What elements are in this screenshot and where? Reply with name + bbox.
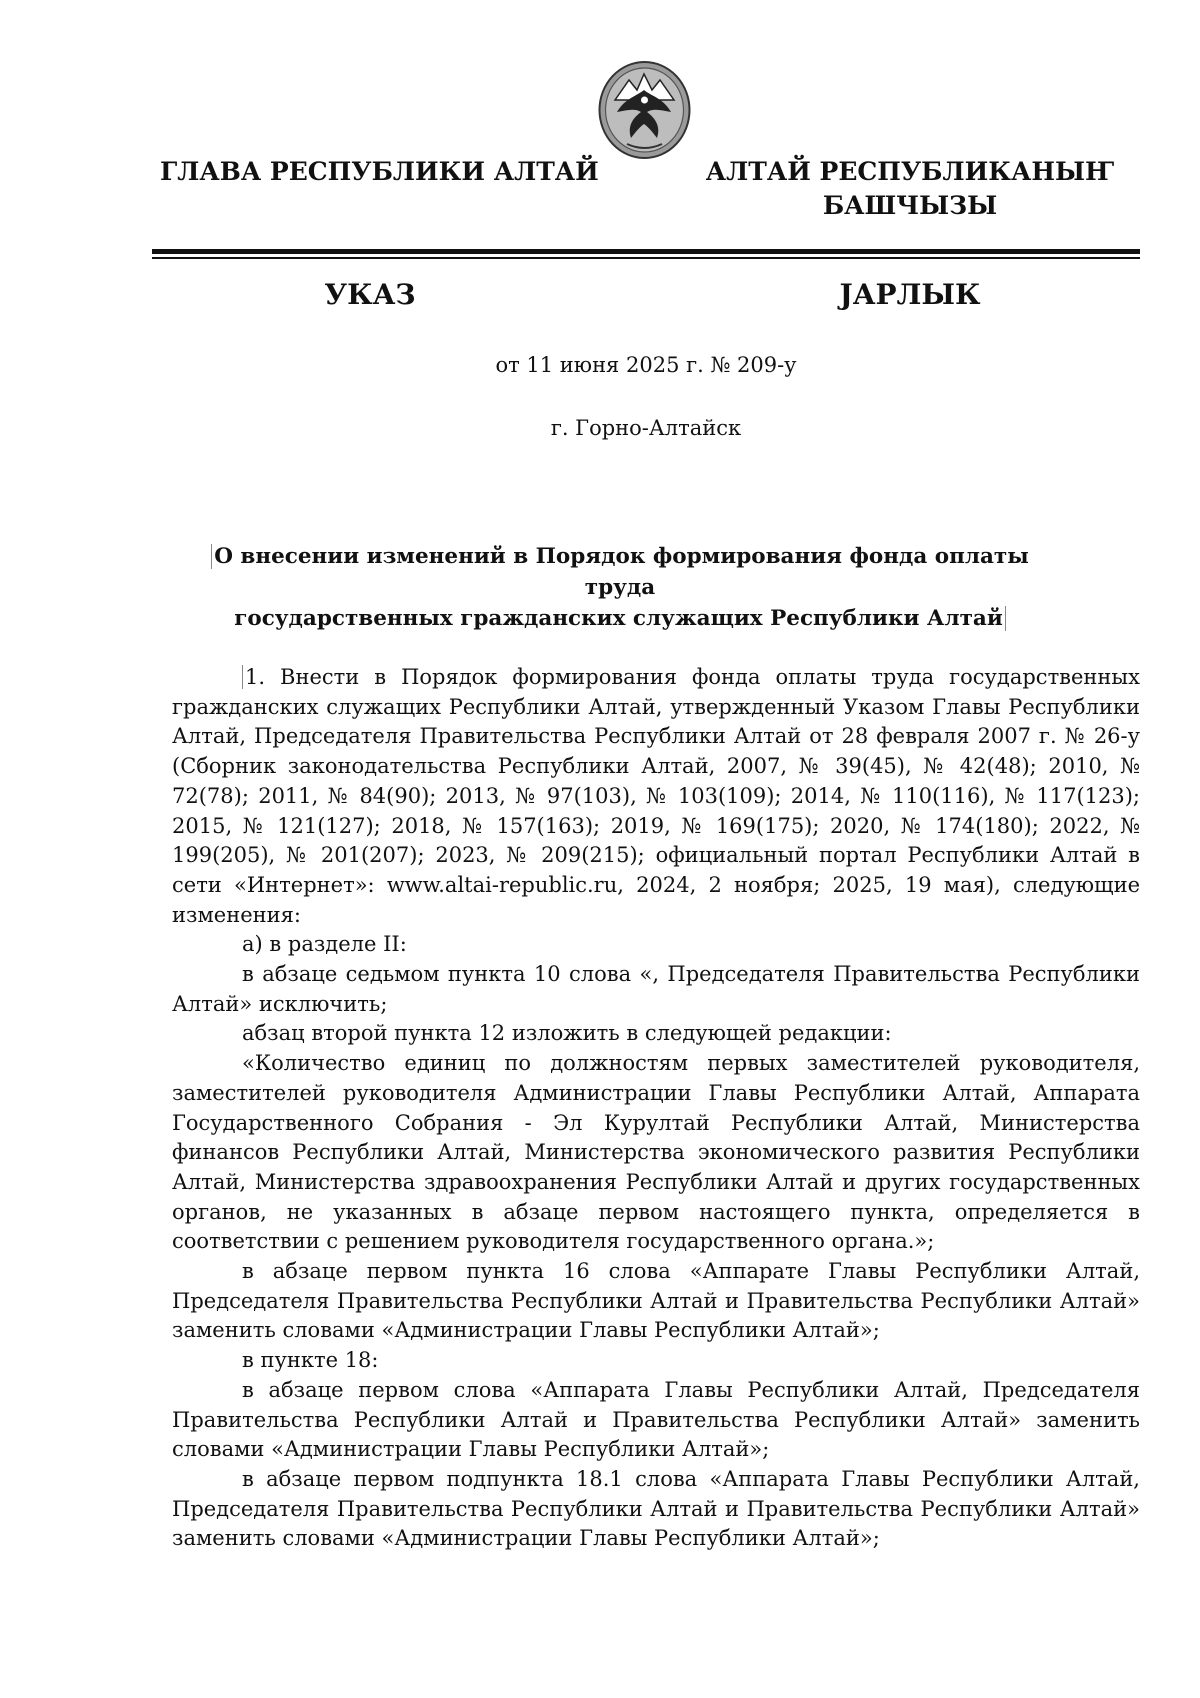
body-paragraph: в пункте 18:: [242, 1348, 379, 1373]
header-left-title: ГЛАВА РЕСПУБЛИКИ АЛТАЙ: [160, 157, 599, 186]
republic-emblem-icon: [597, 60, 692, 160]
header-divider-thick: [152, 249, 1140, 254]
body-paragraph-text: 1. Внести в Порядок формирования фонда оплаты труда государственных гражданских служащих Республики Алтай, утвержденный Указом Главы Республики Алтай, Председателя Правительства Республики Алтай от 28 февраля 2007 г. № 26-у (Сборник законодательства Республики Алтай, 2007, № 39(45), № 42(48); 2010, № 72(78); 2011, № 84(90); 2013, № 97(103), № 103(109); 2014, № 110(116), № 117(123); 2015, № 121(127); 2018, № 157(163); 2019, № 169(175); 2020, № 174(180); 2022, № 199(205), № 201(207); 2023, № 209(215); официальный портал Республики Алтай в сети «Интернет»: www.altai-republic.ru, 2024, 2 ноября; 2025, 19 мая), следующие изменения:: [172, 665, 1140, 927]
header-divider-thin: [152, 257, 1140, 259]
body-paragraph: [172, 663, 1140, 930]
body-paragraph: в абзаце первом подпункта 18.1 слова «Аппарата Главы Республики Алтай, Председателя Правительства Республики Алтай и Правительства Республики Алтай» заменить словами «Администрации Главы Республики Алтай»;: [172, 1466, 1140, 1551]
document-title-line2: государственных гражданских служащих Республики Алтай: [234, 606, 1003, 631]
decree-label-ru: УКАЗ: [324, 278, 416, 311]
decree-place: г. Горно-Алтайск: [550, 416, 742, 440]
document-body: [172, 663, 1140, 1554]
document-title-line1: О внесении изменений в Порядок формирования фонда оплаты труда: [214, 544, 1029, 600]
body-paragraph: «Количество единиц по должностям первых заместителей руководителя, заместителей руководителя Администрации Главы Республики Алтай, Аппарата Государственного Собрания - Эл Курултай Республики Алтай, Министерства финансов Республики Алтай, Министерства экономического развития Республики Алтай, Министерства здравоохранения Республики Алтай и других государственных органов, не указанных в абзаце первом настоящего пункта, определяется в соответствии с решением руководителя государственного органа.»;: [172, 1051, 1140, 1254]
header-right-title: [680, 155, 1140, 223]
body-paragraph: в абзаце седьмом пункта 10 слова «, Председателя Правительства Республики Алтай» исключить;: [172, 962, 1140, 1016]
body-paragraph: а) в разделе II:: [242, 932, 407, 957]
document-title: [200, 541, 1040, 634]
header-right-title-line1: АЛТАЙ РЕСПУБЛИКАНЫҤ: [705, 157, 1115, 186]
header-right-title-line2: БАШЧЫЗЫ: [822, 191, 998, 220]
body-paragraph: в абзаце первом пункта 16 слова «Аппарате Главы Республики Алтай, Председателя Правительства Республики Алтай и Правительства Республики Алтай» заменить словами «Администрации Главы Республики Алтай»;: [172, 1259, 1140, 1343]
decree-date-number: от 11 июня 2025 г. № 209-у: [495, 353, 797, 377]
body-paragraph: абзац второй пункта 12 изложить в следующей редакции:: [242, 1021, 892, 1046]
decree-label-altai: ЈАРЛЫК: [839, 278, 981, 311]
body-paragraph: в абзаце первом слова «Аппарата Главы Республики Алтай, Председателя Правительства Республики Алтай и Правительства Республики Алтай» заменить словами «Администрации Главы Республики Алтай»;: [172, 1377, 1140, 1462]
